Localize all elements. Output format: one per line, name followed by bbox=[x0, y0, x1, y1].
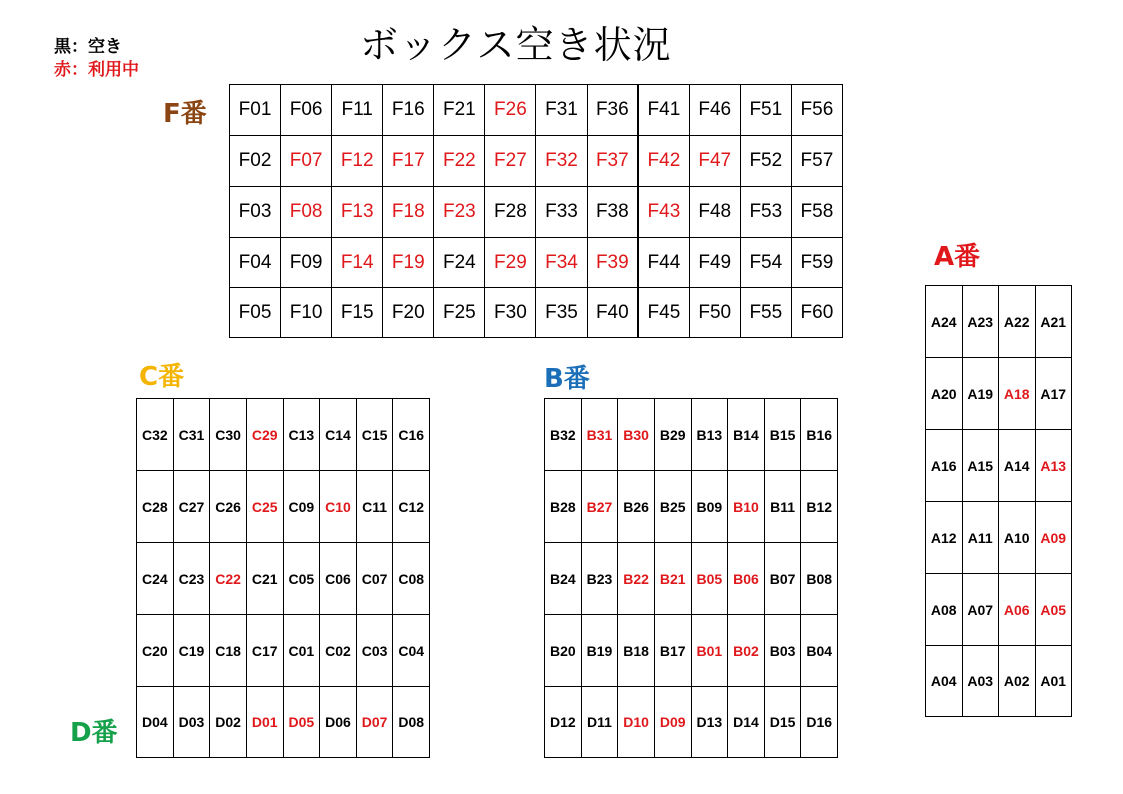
box-cell-c31: C31 bbox=[173, 399, 210, 471]
box-cell-d03: D03 bbox=[173, 687, 210, 758]
box-cell-f07: F07 bbox=[281, 136, 332, 187]
box-cell-d04: D04 bbox=[137, 687, 174, 758]
box-cell-f12: F12 bbox=[332, 136, 383, 187]
box-cell-f56: F56 bbox=[791, 85, 842, 136]
grid-row bbox=[137, 471, 430, 543]
box-cell-b24: B24 bbox=[545, 543, 582, 615]
box-cell-c23: C23 bbox=[173, 543, 210, 615]
box-cell-d08: D08 bbox=[393, 687, 430, 758]
box-cell-f26: F26 bbox=[485, 85, 536, 136]
box-cell-b23: B23 bbox=[581, 543, 618, 615]
grid-row bbox=[545, 687, 838, 758]
box-cell-a09: A09 bbox=[1035, 502, 1072, 574]
box-cell-a22: A22 bbox=[999, 286, 1036, 358]
grid-row bbox=[545, 543, 838, 615]
grid-row bbox=[137, 399, 430, 471]
legend-free: 黒：空き bbox=[54, 37, 122, 57]
box-cell-b12: B12 bbox=[801, 471, 838, 543]
box-cell-b26: B26 bbox=[618, 471, 655, 543]
box-cell-d16: D16 bbox=[801, 687, 838, 758]
box-cell-f08: F08 bbox=[281, 187, 332, 238]
box-cell-f19: F19 bbox=[383, 238, 434, 288]
box-cell-b29: B29 bbox=[654, 399, 691, 471]
box-cell-f48: F48 bbox=[689, 187, 740, 238]
box-cell-f52: F52 bbox=[740, 136, 791, 187]
box-cell-c28: C28 bbox=[137, 471, 174, 543]
box-cell-f60: F60 bbox=[791, 288, 842, 338]
box-cell-b07: B07 bbox=[764, 543, 801, 615]
box-cell-a14: A14 bbox=[999, 430, 1036, 502]
box-cell-f06: F06 bbox=[281, 85, 332, 136]
box-cell-f39: F39 bbox=[587, 238, 638, 288]
box-cell-f21: F21 bbox=[434, 85, 485, 136]
box-cell-f04: F04 bbox=[230, 238, 281, 288]
box-cell-f57: F57 bbox=[791, 136, 842, 187]
box-cell-f13: F13 bbox=[332, 187, 383, 238]
box-grid-a bbox=[925, 285, 1072, 717]
box-cell-a20: A20 bbox=[926, 358, 963, 430]
box-cell-c12: C12 bbox=[393, 471, 430, 543]
box-cell-c13: C13 bbox=[283, 399, 320, 471]
legend-used: 赤：利用中 bbox=[54, 60, 139, 80]
box-cell-f58: F58 bbox=[791, 187, 842, 238]
box-cell-d01: D01 bbox=[246, 687, 283, 758]
box-cell-f43: F43 bbox=[638, 187, 689, 238]
box-cell-b32: B32 bbox=[545, 399, 582, 471]
grid-row bbox=[926, 646, 1072, 717]
box-cell-c05: C05 bbox=[283, 543, 320, 615]
box-cell-a15: A15 bbox=[962, 430, 999, 502]
box-cell-b22: B22 bbox=[618, 543, 655, 615]
box-cell-b20: B20 bbox=[545, 615, 582, 687]
grid-row bbox=[137, 543, 430, 615]
box-cell-c11: C11 bbox=[356, 471, 393, 543]
box-cell-c18: C18 bbox=[210, 615, 247, 687]
box-cell-f31: F31 bbox=[536, 85, 587, 136]
box-cell-c04: C04 bbox=[393, 615, 430, 687]
box-cell-f35: F35 bbox=[536, 288, 587, 338]
box-cell-b25: B25 bbox=[654, 471, 691, 543]
box-cell-f42: F42 bbox=[638, 136, 689, 187]
box-cell-b04: B04 bbox=[801, 615, 838, 687]
section-label-c: C番 bbox=[139, 362, 185, 392]
grid-row bbox=[230, 187, 843, 238]
box-cell-b18: B18 bbox=[618, 615, 655, 687]
grid-row bbox=[926, 502, 1072, 574]
grid-row bbox=[230, 288, 843, 338]
box-cell-a13: A13 bbox=[1035, 430, 1072, 502]
box-cell-a02: A02 bbox=[999, 646, 1036, 717]
box-cell-f29: F29 bbox=[485, 238, 536, 288]
grid-row bbox=[545, 399, 838, 471]
box-cell-b03: B03 bbox=[764, 615, 801, 687]
box-cell-b02: B02 bbox=[728, 615, 765, 687]
box-cell-f20: F20 bbox=[383, 288, 434, 338]
box-cell-c20: C20 bbox=[137, 615, 174, 687]
grid-row bbox=[926, 358, 1072, 430]
box-cell-d07: D07 bbox=[356, 687, 393, 758]
box-cell-c22: C22 bbox=[210, 543, 247, 615]
grid-row bbox=[926, 286, 1072, 358]
box-cell-c06: C06 bbox=[320, 543, 357, 615]
grid-row bbox=[230, 136, 843, 187]
box-cell-f17: F17 bbox=[383, 136, 434, 187]
box-cell-f46: F46 bbox=[689, 85, 740, 136]
box-cell-b14: B14 bbox=[728, 399, 765, 471]
box-cell-f27: F27 bbox=[485, 136, 536, 187]
box-cell-a05: A05 bbox=[1035, 574, 1072, 646]
box-cell-f10: F10 bbox=[281, 288, 332, 338]
grid-row bbox=[137, 615, 430, 687]
box-cell-f38: F38 bbox=[587, 187, 638, 238]
box-cell-a21: A21 bbox=[1035, 286, 1072, 358]
box-cell-f25: F25 bbox=[434, 288, 485, 338]
box-cell-c08: C08 bbox=[393, 543, 430, 615]
box-cell-c30: C30 bbox=[210, 399, 247, 471]
box-cell-b17: B17 bbox=[654, 615, 691, 687]
box-cell-f53: F53 bbox=[740, 187, 791, 238]
box-cell-a04: A04 bbox=[926, 646, 963, 717]
box-cell-c21: C21 bbox=[246, 543, 283, 615]
box-cell-c03: C03 bbox=[356, 615, 393, 687]
box-cell-b11: B11 bbox=[764, 471, 801, 543]
box-cell-a12: A12 bbox=[926, 502, 963, 574]
grid-row bbox=[926, 430, 1072, 502]
box-cell-a07: A07 bbox=[962, 574, 999, 646]
box-cell-d12: D12 bbox=[545, 687, 582, 758]
box-cell-d11: D11 bbox=[581, 687, 618, 758]
box-cell-b28: B28 bbox=[545, 471, 582, 543]
box-cell-f14: F14 bbox=[332, 238, 383, 288]
box-cell-d02: D02 bbox=[210, 687, 247, 758]
box-cell-b19: B19 bbox=[581, 615, 618, 687]
box-cell-d06: D06 bbox=[320, 687, 357, 758]
box-cell-c09: C09 bbox=[283, 471, 320, 543]
box-cell-b16: B16 bbox=[801, 399, 838, 471]
box-cell-f47: F47 bbox=[689, 136, 740, 187]
section-label-d: D番 bbox=[70, 718, 118, 748]
box-cell-f50: F50 bbox=[689, 288, 740, 338]
box-cell-b06: B06 bbox=[728, 543, 765, 615]
box-cell-f09: F09 bbox=[281, 238, 332, 288]
box-cell-f49: F49 bbox=[689, 238, 740, 288]
box-cell-f01: F01 bbox=[230, 85, 281, 136]
box-cell-f32: F32 bbox=[536, 136, 587, 187]
box-cell-f59: F59 bbox=[791, 238, 842, 288]
box-cell-f33: F33 bbox=[536, 187, 587, 238]
box-cell-a24: A24 bbox=[926, 286, 963, 358]
box-grid-f bbox=[229, 84, 843, 338]
box-cell-b09: B09 bbox=[691, 471, 728, 543]
box-cell-d10: D10 bbox=[618, 687, 655, 758]
box-cell-a03: A03 bbox=[962, 646, 999, 717]
box-cell-a11: A11 bbox=[962, 502, 999, 574]
box-cell-c01: C01 bbox=[283, 615, 320, 687]
box-cell-d05: D05 bbox=[283, 687, 320, 758]
box-cell-f36: F36 bbox=[587, 85, 638, 136]
grid-row bbox=[230, 238, 843, 288]
box-grid-c-d bbox=[136, 398, 430, 758]
box-grid-b-d bbox=[544, 398, 838, 758]
box-cell-d15: D15 bbox=[764, 687, 801, 758]
box-cell-a16: A16 bbox=[926, 430, 963, 502]
box-cell-c10: C10 bbox=[320, 471, 357, 543]
box-cell-f11: F11 bbox=[332, 85, 383, 136]
box-cell-c14: C14 bbox=[320, 399, 357, 471]
box-cell-f51: F51 bbox=[740, 85, 791, 136]
box-cell-f05: F05 bbox=[230, 288, 281, 338]
box-cell-f03: F03 bbox=[230, 187, 281, 238]
box-cell-c24: C24 bbox=[137, 543, 174, 615]
box-cell-f34: F34 bbox=[536, 238, 587, 288]
box-cell-d14: D14 bbox=[728, 687, 765, 758]
box-cell-b21: B21 bbox=[654, 543, 691, 615]
box-cell-b10: B10 bbox=[728, 471, 765, 543]
box-cell-c17: C17 bbox=[246, 615, 283, 687]
box-cell-a06: A06 bbox=[999, 574, 1036, 646]
box-cell-f44: F44 bbox=[638, 238, 689, 288]
box-cell-c19: C19 bbox=[173, 615, 210, 687]
box-cell-b05: B05 bbox=[691, 543, 728, 615]
box-cell-a10: A10 bbox=[999, 502, 1036, 574]
box-cell-f40: F40 bbox=[587, 288, 638, 338]
box-cell-c29: C29 bbox=[246, 399, 283, 471]
box-cell-f41: F41 bbox=[638, 85, 689, 136]
box-cell-c16: C16 bbox=[393, 399, 430, 471]
box-cell-b30: B30 bbox=[618, 399, 655, 471]
box-cell-c15: C15 bbox=[356, 399, 393, 471]
box-cell-f30: F30 bbox=[485, 288, 536, 338]
grid-row bbox=[230, 85, 843, 136]
box-cell-c02: C02 bbox=[320, 615, 357, 687]
grid-row bbox=[545, 471, 838, 543]
box-cell-f15: F15 bbox=[332, 288, 383, 338]
box-cell-f37: F37 bbox=[587, 136, 638, 187]
box-cell-b08: B08 bbox=[801, 543, 838, 615]
box-cell-b13: B13 bbox=[691, 399, 728, 471]
box-cell-b31: B31 bbox=[581, 399, 618, 471]
section-label-f: F番 bbox=[163, 99, 207, 129]
box-cell-a19: A19 bbox=[962, 358, 999, 430]
box-cell-f28: F28 bbox=[485, 187, 536, 238]
box-cell-f22: F22 bbox=[434, 136, 485, 187]
box-cell-d09: D09 bbox=[654, 687, 691, 758]
box-cell-a18: A18 bbox=[999, 358, 1036, 430]
section-label-b: B番 bbox=[544, 364, 590, 394]
box-cell-a17: A17 bbox=[1035, 358, 1072, 430]
box-cell-c07: C07 bbox=[356, 543, 393, 615]
box-cell-f02: F02 bbox=[230, 136, 281, 187]
box-cell-f54: F54 bbox=[740, 238, 791, 288]
box-cell-b27: B27 bbox=[581, 471, 618, 543]
box-cell-f45: F45 bbox=[638, 288, 689, 338]
box-cell-b15: B15 bbox=[764, 399, 801, 471]
box-cell-f16: F16 bbox=[383, 85, 434, 136]
box-cell-f55: F55 bbox=[740, 288, 791, 338]
grid-row bbox=[545, 615, 838, 687]
box-cell-c32: C32 bbox=[137, 399, 174, 471]
page-title: ボックス空き状況 bbox=[360, 23, 672, 67]
box-cell-f24: F24 bbox=[434, 238, 485, 288]
box-cell-c27: C27 bbox=[173, 471, 210, 543]
box-cell-a08: A08 bbox=[926, 574, 963, 646]
box-cell-b01: B01 bbox=[691, 615, 728, 687]
box-cell-c25: C25 bbox=[246, 471, 283, 543]
section-label-a: A番 bbox=[934, 242, 981, 272]
box-cell-c26: C26 bbox=[210, 471, 247, 543]
grid-row bbox=[926, 574, 1072, 646]
box-cell-f23: F23 bbox=[434, 187, 485, 238]
box-cell-f18: F18 bbox=[383, 187, 434, 238]
box-cell-d13: D13 bbox=[691, 687, 728, 758]
box-cell-a23: A23 bbox=[962, 286, 999, 358]
grid-row bbox=[137, 687, 430, 758]
box-cell-a01: A01 bbox=[1035, 646, 1072, 717]
